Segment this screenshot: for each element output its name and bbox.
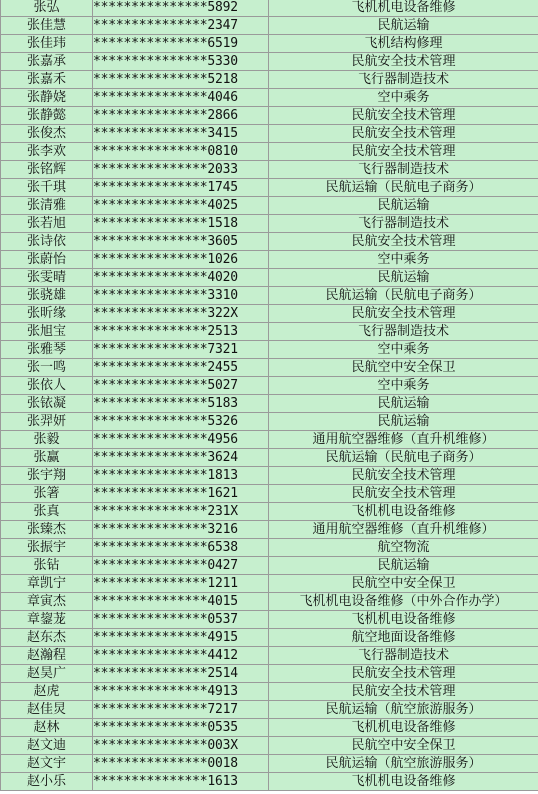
id-number-cell[interactable]: ***************5218 — [93, 71, 269, 89]
id-number-cell[interactable]: ***************4913 — [93, 683, 269, 701]
name-cell[interactable]: 张嘉禾 — [1, 71, 93, 89]
table-row — [1, 197, 538, 215]
name-cell[interactable]: 赵东杰 — [1, 629, 93, 647]
id-number-cell[interactable]: ***************0018 — [93, 755, 269, 773]
table-row — [1, 647, 538, 665]
name-cell[interactable]: 张宇翔 — [1, 467, 93, 485]
table-row — [1, 719, 538, 737]
name-cell[interactable]: 张静懿 — [1, 107, 93, 125]
table-row — [1, 413, 538, 431]
id-number-cell[interactable]: ***************2033 — [93, 161, 269, 179]
id-number-cell[interactable]: ***************1026 — [93, 251, 269, 269]
id-number-cell[interactable]: ***************2513 — [93, 323, 269, 341]
name-cell[interactable]: 张李欢 — [1, 143, 93, 161]
name-cell[interactable]: 张依人 — [1, 377, 93, 395]
id-number-cell[interactable]: ***************322X — [93, 305, 269, 323]
name-cell[interactable]: 张羿妍 — [1, 413, 93, 431]
id-number-cell[interactable]: ***************4020 — [93, 269, 269, 287]
table-row — [1, 521, 538, 539]
id-number-cell[interactable]: ***************1745 — [93, 179, 269, 197]
id-number-cell[interactable]: ***************5326 — [93, 413, 269, 431]
major-cell[interactable]: 民航运输 — [269, 395, 538, 413]
table-row — [1, 503, 538, 521]
id-number-cell[interactable]: ***************3624 — [93, 449, 269, 467]
name-cell[interactable]: 赵林 — [1, 719, 93, 737]
table-row — [1, 467, 538, 485]
major-cell[interactable]: 民航运输 — [269, 197, 538, 215]
table-row — [1, 17, 538, 35]
table-row — [1, 179, 538, 197]
id-number-cell[interactable]: ***************2455 — [93, 359, 269, 377]
name-cell[interactable]: 张蔚怡 — [1, 251, 93, 269]
major-cell[interactable]: 民航运输（民航电子商务） — [269, 287, 538, 305]
name-cell[interactable]: 赵佳炅 — [1, 701, 93, 719]
major-cell[interactable]: 飞机机电设备维修 — [269, 773, 538, 791]
id-number-cell[interactable]: ***************231X — [93, 503, 269, 521]
name-cell[interactable]: 张铱凝 — [1, 395, 93, 413]
id-number-cell[interactable]: ***************003X — [93, 737, 269, 755]
major-cell[interactable]: 民航空中安全保卫 — [269, 737, 538, 755]
name-cell[interactable]: 张俊杰 — [1, 125, 93, 143]
major-cell[interactable]: 空中乘务 — [269, 341, 538, 359]
major-cell[interactable]: 空中乘务 — [269, 377, 538, 395]
major-cell[interactable]: 民航运输 — [269, 269, 538, 287]
id-number-cell[interactable]: ***************1211 — [93, 575, 269, 593]
major-cell[interactable]: 航空地面设备维修 — [269, 629, 538, 647]
major-cell[interactable]: 民航运输 — [269, 17, 538, 35]
name-cell[interactable]: 张臻杰 — [1, 521, 93, 539]
name-cell[interactable]: 张佳慧 — [1, 17, 93, 35]
id-number-cell[interactable]: ***************6519 — [93, 35, 269, 53]
table-row — [1, 377, 538, 395]
id-number-cell[interactable]: ***************4025 — [93, 197, 269, 215]
table-row — [1, 269, 538, 287]
id-number-cell[interactable]: ***************3310 — [93, 287, 269, 305]
name-cell[interactable]: 赵小乐 — [1, 773, 93, 791]
table-row — [1, 737, 538, 755]
name-cell[interactable]: 张雅琴 — [1, 341, 93, 359]
name-cell[interactable]: 张静娆 — [1, 89, 93, 107]
name-cell[interactable]: 赵昊广 — [1, 665, 93, 683]
table-row — [1, 431, 538, 449]
major-cell[interactable]: 飞机机电设备维修 — [269, 0, 538, 17]
major-cell[interactable]: 民航安全技术管理 — [269, 665, 538, 683]
table-row — [1, 449, 538, 467]
major-cell[interactable]: 飞行器制造技术 — [269, 647, 538, 665]
id-number-cell[interactable]: ***************0535 — [93, 719, 269, 737]
major-cell[interactable]: 民航安全技术管理 — [269, 485, 538, 503]
id-number-cell[interactable]: ***************0537 — [93, 611, 269, 629]
id-number-cell[interactable]: ***************0810 — [93, 143, 269, 161]
name-cell[interactable]: 章鋆茏 — [1, 611, 93, 629]
major-cell[interactable]: 民航空中安全保卫 — [269, 359, 538, 377]
table-row — [1, 107, 538, 125]
major-cell[interactable]: 飞机机电设备维修 — [269, 611, 538, 629]
major-cell[interactable]: 民航安全技术管理 — [269, 305, 538, 323]
major-cell[interactable]: 飞行器制造技术 — [269, 161, 538, 179]
name-cell[interactable]: 张一鸣 — [1, 359, 93, 377]
major-cell[interactable]: 通用航空器维修（直升机维修） — [269, 521, 538, 539]
name-cell[interactable]: 张清雅 — [1, 197, 93, 215]
table-row — [1, 341, 538, 359]
table-row — [1, 143, 538, 161]
major-cell[interactable]: 通用航空器维修（直升机维修） — [269, 431, 538, 449]
name-cell[interactable]: 张佳玮 — [1, 35, 93, 53]
name-cell[interactable]: 张真 — [1, 503, 93, 521]
id-number-cell[interactable]: ***************3216 — [93, 521, 269, 539]
name-cell[interactable]: 章凯宁 — [1, 575, 93, 593]
table-row — [1, 287, 538, 305]
id-number-cell[interactable]: ***************5027 — [93, 377, 269, 395]
id-number-cell[interactable]: ***************3605 — [93, 233, 269, 251]
table-row — [1, 557, 538, 575]
table-row — [1, 161, 538, 179]
name-cell[interactable]: 张铭辉 — [1, 161, 93, 179]
major-cell[interactable]: 民航安全技术管理 — [269, 125, 538, 143]
table-row — [1, 701, 538, 719]
major-cell[interactable]: 民航空中安全保卫 — [269, 575, 538, 593]
id-number-cell[interactable]: ***************4956 — [93, 431, 269, 449]
table-row — [1, 323, 538, 341]
name-cell[interactable]: 赵瀚程 — [1, 647, 93, 665]
major-cell[interactable]: 民航运输（航空旅游服务） — [269, 755, 538, 773]
name-cell[interactable]: 张钻 — [1, 557, 93, 575]
table-row — [1, 53, 538, 71]
table-row — [1, 611, 538, 629]
major-cell[interactable]: 飞机机电设备维修 — [269, 503, 538, 521]
table-row — [1, 395, 538, 413]
id-number-cell[interactable]: ***************4915 — [93, 629, 269, 647]
major-cell[interactable]: 民航运输（民航电子商务） — [269, 449, 538, 467]
major-cell[interactable]: 飞行器制造技术 — [269, 71, 538, 89]
name-cell[interactable]: 张骁雄 — [1, 287, 93, 305]
major-cell[interactable]: 民航运输 — [269, 413, 538, 431]
id-number-cell[interactable]: ***************1813 — [93, 467, 269, 485]
table-row — [1, 593, 538, 611]
name-cell[interactable]: 张昕缘 — [1, 305, 93, 323]
major-cell[interactable]: 飞行器制造技术 — [269, 215, 538, 233]
table-row — [1, 215, 538, 233]
major-cell[interactable]: 民航运输（民航电子商务） — [269, 179, 538, 197]
table-body — [1, 0, 538, 791]
table-row — [1, 773, 538, 791]
major-cell[interactable]: 航空物流 — [269, 539, 538, 557]
name-cell[interactable]: 张嘉承 — [1, 53, 93, 71]
major-cell[interactable]: 民航安全技术管理 — [269, 467, 538, 485]
id-number-cell[interactable]: ***************5183 — [93, 395, 269, 413]
major-cell[interactable]: 民航安全技术管理 — [269, 233, 538, 251]
table-row — [1, 539, 538, 557]
major-cell[interactable]: 空中乘务 — [269, 89, 538, 107]
major-cell[interactable]: 空中乘务 — [269, 251, 538, 269]
id-number-cell[interactable]: ***************6538 — [93, 539, 269, 557]
table-row — [1, 629, 538, 647]
name-cell[interactable]: 张赢 — [1, 449, 93, 467]
table-row — [1, 359, 538, 377]
name-cell[interactable]: 赵文迪 — [1, 737, 93, 755]
id-number-cell[interactable]: ***************7217 — [93, 701, 269, 719]
name-cell[interactable]: 张诗依 — [1, 233, 93, 251]
name-cell[interactable]: 张毅 — [1, 431, 93, 449]
id-number-cell[interactable]: ***************1518 — [93, 215, 269, 233]
table-row — [1, 665, 538, 683]
id-number-cell[interactable]: ***************3415 — [93, 125, 269, 143]
table-row — [1, 305, 538, 323]
major-cell[interactable]: 飞机机电设备维修（中外合作办学） — [269, 593, 538, 611]
table-row — [1, 35, 538, 53]
major-cell[interactable]: 民航安全技术管理 — [269, 53, 538, 71]
table-row — [1, 0, 538, 17]
name-cell[interactable]: 张若旭 — [1, 215, 93, 233]
name-cell[interactable]: 张千琪 — [1, 179, 93, 197]
id-number-cell[interactable]: ***************0427 — [93, 557, 269, 575]
major-cell[interactable]: 民航运输（航空旅游服务） — [269, 701, 538, 719]
id-number-cell[interactable]: ***************2514 — [93, 665, 269, 683]
major-cell[interactable]: 飞行器制造技术 — [269, 323, 538, 341]
table-row — [1, 89, 538, 107]
name-cell[interactable]: 赵虎 — [1, 683, 93, 701]
table-row — [1, 251, 538, 269]
table-row — [1, 125, 538, 143]
name-cell[interactable]: 张雯晴 — [1, 269, 93, 287]
major-cell[interactable]: 民航安全技术管理 — [269, 143, 538, 161]
id-number-cell[interactable]: ***************1613 — [93, 773, 269, 791]
id-number-cell[interactable]: ***************2347 — [93, 17, 269, 35]
major-cell[interactable]: 飞机结构修理 — [269, 35, 538, 53]
id-number-cell[interactable]: ***************2866 — [93, 107, 269, 125]
id-number-cell[interactable]: ***************4412 — [93, 647, 269, 665]
table-row — [1, 485, 538, 503]
id-number-cell[interactable]: ***************1621 — [93, 485, 269, 503]
table-row — [1, 575, 538, 593]
name-cell[interactable]: 张弘 — [1, 0, 93, 17]
major-cell[interactable]: 民航安全技术管理 — [269, 683, 538, 701]
table-row — [1, 755, 538, 773]
id-number-cell[interactable]: ***************4015 — [93, 593, 269, 611]
major-cell[interactable]: 民航运输 — [269, 557, 538, 575]
major-cell[interactable]: 民航安全技术管理 — [269, 107, 538, 125]
major-cell[interactable]: 飞机机电设备维修 — [269, 719, 538, 737]
table-row — [1, 683, 538, 701]
name-cell[interactable]: 赵文宇 — [1, 755, 93, 773]
id-number-cell[interactable]: ***************7321 — [93, 341, 269, 359]
id-number-cell[interactable]: ***************5330 — [93, 53, 269, 71]
name-cell[interactable]: 张振宇 — [1, 539, 93, 557]
name-cell[interactable]: 章寅杰 — [1, 593, 93, 611]
table-row — [1, 71, 538, 89]
id-number-cell[interactable]: ***************4046 — [93, 89, 269, 107]
id-number-cell[interactable]: ***************5892 — [93, 0, 269, 17]
table-row — [1, 233, 538, 251]
name-cell[interactable]: 张箸 — [1, 485, 93, 503]
name-cell[interactable]: 张旭宝 — [1, 323, 93, 341]
